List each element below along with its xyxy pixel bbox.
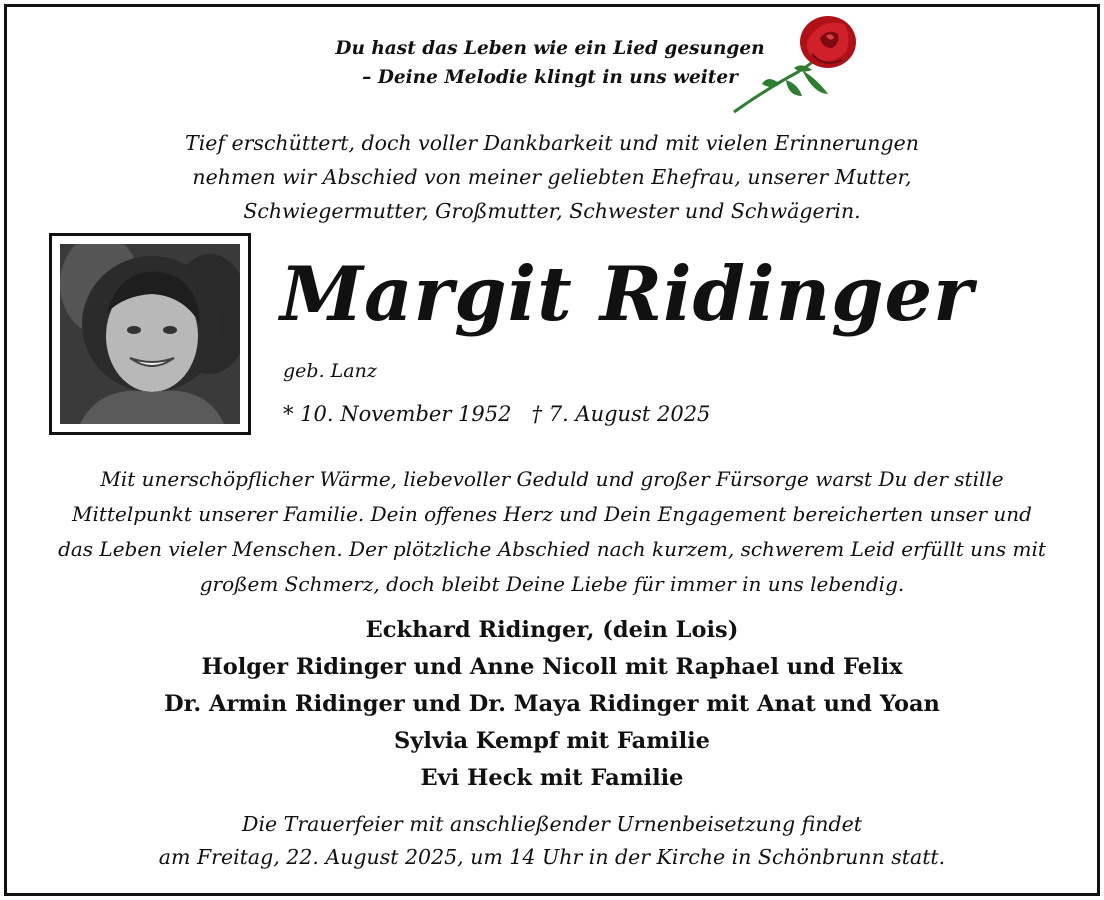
motto-line-1: Du hast das Leben wie ein Lied gesungen [335,38,765,59]
mourner: Eckhard Ridinger, (dein Lois) [365,617,739,643]
tribute-line-1: Mit unerschöpflicher Wärme, liebevoller Geduld und großer Fürsorge warst Du der stille [100,467,1004,491]
birth-date: * 10. November 1952 [283,402,512,426]
mourner: Sylvia Kempf mit Familie [394,728,710,754]
ceremony-line-2: am Freitag, 22. August 2025, um 14 Uhr in der Kirche in Schönbrunn statt. [158,845,946,869]
ceremony-line-1: Die Trauerfeier mit anschließender Urnenbeisetzung findet [242,812,862,836]
tribute-line-3: das Leben vieler Menschen. Der plötzliche Abschied nach kurzem, schwerem Leid erfüllt uns mit [58,537,1046,561]
mourner: Holger Ridinger und Anne Nicoll mit Raphael und Felix [201,654,903,680]
deceased-name: Margit Ridinger [280,250,974,338]
mourner: Evi Heck mit Familie [420,765,684,791]
rose-icon [728,10,862,116]
motto-line-2: – Deine Melodie klingt in uns weiter [362,67,738,88]
intro-line-3: Schwiegermutter, Großmutter, Schwester und Schwägerin. [243,199,861,223]
intro-line-2: nehmen wir Abschied von meiner geliebten Ehefrau, unserer Mutter, [192,165,912,189]
ceremony-info [60,808,1044,874]
intro-text [60,126,1044,228]
death-date: † 7. August 2025 [531,402,711,426]
mourner: Dr. Armin Ridinger und Dr. Maya Ridinger mit Anat und Yoan [164,691,940,717]
portrait-frame [49,233,251,435]
tribute-line-4: großem Schmerz, doch bleibt Deine Liebe für immer in uns lebendig. [199,572,905,596]
mourners-list [60,612,1044,797]
intro-line-1: Tief erschüttert, doch voller Dankbarkeit und mit vielen Erinnerungen [185,131,919,155]
portrait-drawing [60,244,240,424]
tribute-line-2: Mittelpunkt unserer Familie. Dein offenes Herz und Dein Engagement bereicherten unser und [72,502,1032,526]
tribute-text [34,462,1070,602]
born-name: geb. Lanz [283,360,377,382]
life-dates [283,398,710,430]
portrait-photo [60,244,240,424]
